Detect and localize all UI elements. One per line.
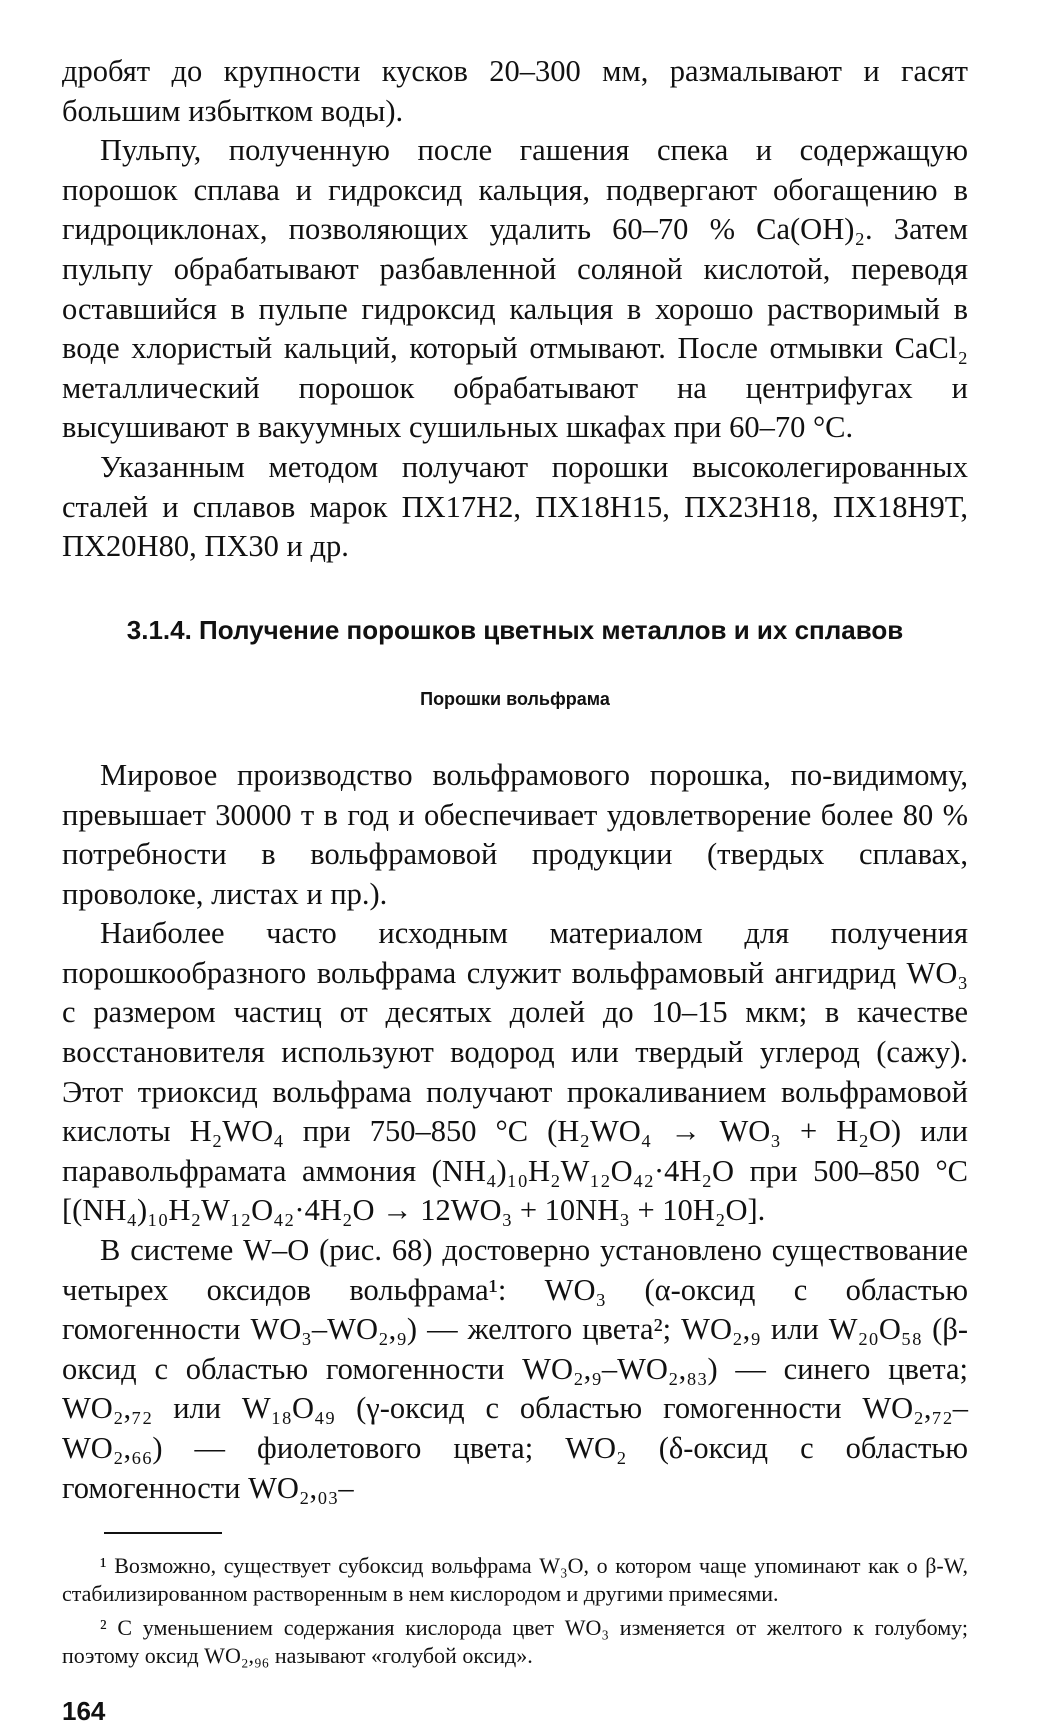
- paragraph-w-o-system: В системе W–O (рис. 68) достоверно установлено существование четырех оксидов вольфрама¹: WO₃ (α-оксид с областью гомогенности WO₃–WO₂,₉) — желтого цвета²; WO₂,₉ или W₂₀O₅₈ (β-оксид с областью гомогенности WO₂,₉–WO₂,₈₃) — синего цвета; WO₂,₇₂ или W₁₈O₄₉ (γ-оксид с областью гомогенности WO₂,₇₂–WO₂,₆₆) — фиолетового цвета; WO₂ (δ-оксид с областью гомогенности WO₂,₀₃–: [62, 1233, 968, 1505]
- footnote-2: ² С уменьшением содержания кислорода цвет WO₃ изменяется от желтого к голубому; поэтому оксид WO₂,₉₆ называют «голубой оксид».: [62, 1615, 968, 1669]
- paragraph-pulp-processing: Пульпу, полученную после гашения спека и содержащую порошок сплава и гидроксид кальция, подвергают обогащению в гидроциклонах, позволяющих удалить 60–70 % Ca(OH)₂. Затем пульпу обрабатывают разбавленной соляной кислотой, переводя оставшийся в пульпе гидроксид кальция в хорошо растворимый в воде хлористый кальций, который отмывают. После отмывки CaCl₂ металлический порошок обрабатывают на центрифугах и высушивают в вакуумных сушильных шкафах при 60–70 °С.: [62, 133, 968, 445]
- page-number: 164: [62, 1696, 106, 1727]
- paragraph-world-production: Мировое производство вольфрамового порошка, по-видимому, превышает 30000 т в год и обеспечивает удовлетворение более 80 % потребности в вольфрамовой продукции (твердых сплавах, проволоке, листах и пр.).: [62, 757, 968, 911]
- paragraph-steel-grades: Указанным методом получают порошки высоколегированных сталей и сплавов марок ПХ17Н2, ПХ18Н15, ПХ23Н18, ПХ18Н9Т, ПХ20Н80, ПХ30 и др.: [62, 449, 968, 564]
- section-heading: 3.1.4. Получение порошков цветных металлов и их сплавов: [126, 614, 904, 645]
- footnote-1: ¹ Возможно, существует субоксид вольфрама W₃O, о котором чаще упоминают как о β-W, стабилизированном растворенным в нем кислородом и другими примесями.: [62, 1553, 968, 1607]
- book-page: [62, 52, 968, 1732]
- subsection-heading: Порошки вольфрама: [420, 689, 610, 710]
- footnote-divider: [104, 1532, 222, 1534]
- paragraph-raw-material: Наиболее часто исходным материалом для получения порошкообразного вольфрама служит вольфрамовый ангидрид WO₃ с размером частиц от десятых долей до 10–15 мкм; в качестве восстановителя используют водород или твердый углерод (сажу). Этот триоксид вольфрама получают прокаливанием вольфрамовой кислоты H₂WO₄ при 750–850 °С (H₂WO₄ → WO₃ + H₂O) или паравольфрамата аммония (NH₄)₁₀H₂W₁₂O₄₂·4H₂O при 500–850 °С [(NH₄)₁₀H₂W₁₂O₄₂·4H₂O → 12WO₃ + 10NH₃ + 10H₂O].: [62, 916, 968, 1228]
- paragraph-continuation: дробят до крупности кусков 20–300 мм, размалывают и гасят большим избытком воды).: [62, 54, 968, 128]
